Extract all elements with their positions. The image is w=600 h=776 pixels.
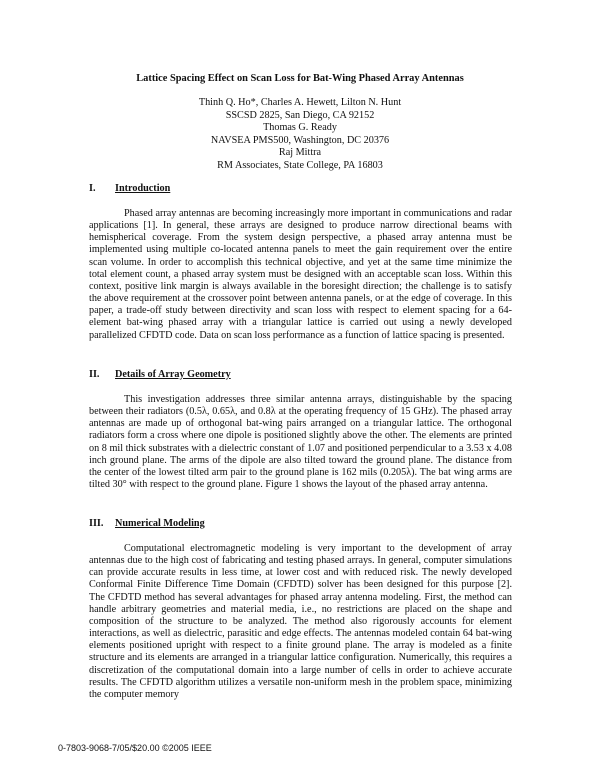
- author-line: SSCSD 2825, San Diego, CA 92152: [225, 109, 375, 121]
- section-number: I.: [89, 183, 96, 194]
- paper-title: Lattice Spacing Effect on Scan Loss for Bat-Wing Phased Array Antennas: [136, 73, 464, 84]
- section-heading-array-geometry: [89, 369, 231, 381]
- section-heading-numerical-modeling: [89, 518, 205, 530]
- paragraph: This investigation addresses three similar antenna arrays, distinguishable by the spacing between their radiators (0.5λ, 0.65λ, and 0.8λ at the operating frequency of 15 GHz). The phased array antennas are made up of orthogonal bat-wing pairs arranged on a triangular lattice. The orthogonal radiators form a cross where one dipole is positioned slightly above the other. The elements are printed on 8 mil thick substrates with a dielectric constant of 1.07 and positioned perpendicular to a 3.53 x 4.08 inch ground plane. The arms of the dipole are also tilted toward the ground plane. The distance from the center of the lowest tilted arm pair to the ground plane is 162 mils (0.205λ). The bat wing arms are tilted 30° with respect to the ground plane. Figure 1 shows the layout of the phased array antenna.: [89, 394, 512, 491]
- paragraph: Phased array antennas are becoming increasingly more important in communications and radar applications [1]. In general, these arrays are designed to produce narrow directional beams with hemispherical coverage. From the system design perspective, a phased array antenna must be implemented using multiple co-located antenna panels to meet the gain requirement over the entire scan volume. In order to accomplish this technical objective, and yet at the same time minimize the total element count, a phased array system must be designed with an acceptable scan loss. Within this context, positive link margin is always available in the boresight direction; the challenge is to satisfy the above requirement at the crossover point between antenna panels, or at the edge of coverage. In this paper, a trade-off study between directivity and scan loss with respect to element spacing for a 64-element bat-wing phased array with a triangular lattice is carried out using a newly developed parallelized CFDTD code. Data on scan loss performance as a function of lattice spacing is presented.: [89, 208, 512, 341]
- section-number: III.: [89, 518, 104, 529]
- author-line: Thinh Q. Ho*, Charles A. Hewett, Lilton N. Hunt: [198, 97, 402, 108]
- section-title: Introduction: [115, 183, 171, 194]
- section-body-introduction: [89, 208, 512, 342]
- author-line: RM Associates, State College, PA 16803: [217, 159, 383, 171]
- copyright-footer: 0-7803-9068-7/05/$20.00 ©2005 IEEE: [58, 743, 212, 753]
- section-title: Details of Array Geometry: [115, 369, 231, 380]
- section-body-numerical-modeling: [89, 543, 512, 701]
- section-title: Numerical Modeling: [115, 518, 205, 529]
- author-line: Thomas G. Ready: [263, 122, 337, 134]
- author-block: [0, 97, 600, 173]
- author-line: NAVSEA PMS500, Washington, DC 20376: [210, 134, 390, 146]
- paragraph: Computational electromagnetic modeling is very important to the development of array antennas due to the high cost of fabricating and testing phased arrays. In general, computer simulations can provide accurate results in less time, at lower cost and with reduced risk. The newly developed Conformal Finite Difference Time Domain (CFDTD) solver has been designed for this purpose [2]. The CFDTD method has several advantages for phased array antenna modeling. First, the method can handle arbitrary geometries and material media, i.e., no restrictions are placed on the shape and composition of the structure to be analyzed. The method also rigorously accounts for element interactions, as well as dielectric, parasitic and edge effects. The antennas modeled contain 64 bat-wing elements positioned upright with respect to a finite ground plane. The array is modeled as a finite structure and its elements are arranged in a triangular lattice configuration. Numerically, this requires a discretization of the computational domain into a large number of cells in order to achieve accurate results. The CFDTD algorithm utilizes a versatile non-uniform mesh in the problem space, minimizing the computer memory: [89, 543, 512, 700]
- author-line: Raj Mittra: [278, 147, 322, 159]
- section-heading-introduction: [89, 183, 170, 195]
- section-number: II.: [89, 369, 100, 380]
- section-body-array-geometry: [89, 394, 512, 491]
